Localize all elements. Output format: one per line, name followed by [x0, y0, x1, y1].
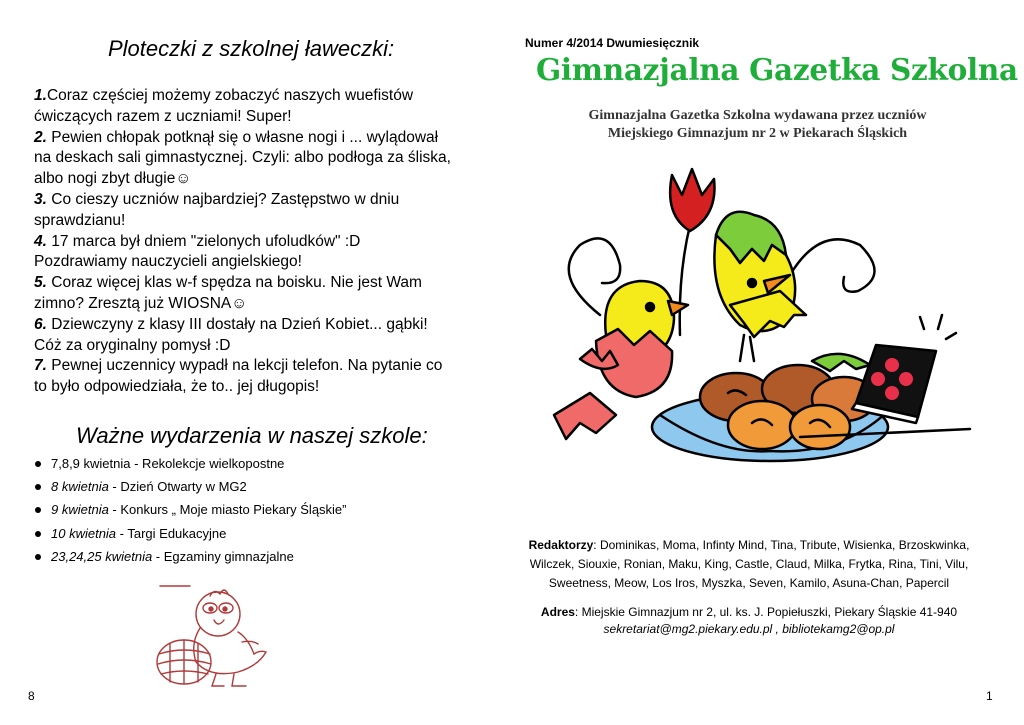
address-line: Adres: Miejskie Gimnazjum nr 2, ul. ks. J. Popiełuszki, Piekary Śląskie 41-940 — [540, 605, 958, 619]
gossip-item: 2. Pewien chłopak potknął się o własne nogi i ... wylądował na deskach sali gimnastycznej. Czyli: albo podłoga za śliska, albo nogi zbyt długie☺ — [34, 128, 451, 188]
email-links[interactable]: sekretariat@mg2.piekary.edu.pl , bibliotekamg2@op.pl — [603, 622, 895, 636]
gossip-item: 6. Dziewczyny z klasy III dostały na Dzień Kobiet... gąbki! Cóż za oryginalny pomysł :D — [34, 315, 428, 354]
page-number-left: 8 — [28, 689, 35, 703]
events-heading: Ważne wydarzenia w naszej szkole: — [76, 423, 428, 448]
gossip-item: 4. 17 marca był dniem "zielonych ufoludków" :D Pozdrawiamy nauczycieli angielskiego! — [34, 232, 361, 271]
gossip-item: 7. Pewnej uczennicy wypadł na lekcji telefon. Na pytanie co to było odpowiedziała, że to.. jej długopis! — [34, 357, 443, 396]
newspaper-title: Gimnazjalna Gazetka Szkolna — [536, 52, 1018, 87]
subtitle-line: Miejskiego Gimnazjum nr 2 w Piekarach Śląskich — [607, 126, 908, 141]
events-list — [34, 455, 454, 571]
page-number-right: 1 — [986, 689, 993, 703]
event-item: 9 kwietnia - Konkurs „ Moje miasto Piekary Śląskie” — [34, 501, 454, 524]
editors-credits — [520, 536, 978, 593]
subtitle-line: Gimnazjalna Gazetka Szkolna wydawana przez uczniów — [588, 108, 927, 123]
event-item: 7,8,9 kwietnia - Rekolekcje wielkopostne — [34, 455, 454, 478]
gossip-item: 5. Coraz więcej klas w-f spędza na boisku. Nie jest Wam zimno? Zresztą już WIOSNA☺ — [34, 274, 422, 312]
address-label: Adres — [540, 605, 575, 619]
gossip-item: 1.Coraz częściej możemy zobaczyć naszych wuefistów ćwiczących razem z uczniami! Super! — [34, 87, 414, 125]
address-block — [520, 604, 978, 638]
gossip-heading: Ploteczki z szkolnej ławeczki: — [108, 36, 395, 61]
editors-list: : Dominikas, Moma, Infinty Mind, Tina, Tribute, Wisienka, Brzoskwinka, Wilczek, Siouxie, Ronian, Maku, King, Castle, Claud, Milka, Frytka, Rina, Tini, Vilu, Sweetness, Meow, Los Iros, Myszka, Seven, Kamilo, Asuna-Chan, Papercil — [529, 538, 970, 590]
easter-chicks-illustration — [540, 165, 980, 495]
event-item: 10 kwietnia - Targi Edukacyjne — [34, 525, 454, 548]
gossip-list — [34, 86, 454, 398]
event-item: 23,24,25 kwietnia - Egzaminy gimnazjalne — [34, 548, 454, 571]
issue-info: Numer 4/2014 Dwumiesięcznik — [525, 36, 700, 50]
gossip-item: 3. Co cieszy uczniów najbardziej? Zastępstwo w dniu sprawdzianu! — [34, 190, 400, 229]
event-item: 8 kwietnia - Dzień Otwarty w MG2 — [34, 478, 454, 501]
editors-label: Redaktorzy — [528, 538, 594, 552]
chick-sketch-illustration — [150, 582, 278, 690]
newspaper-subtitle — [540, 107, 975, 143]
